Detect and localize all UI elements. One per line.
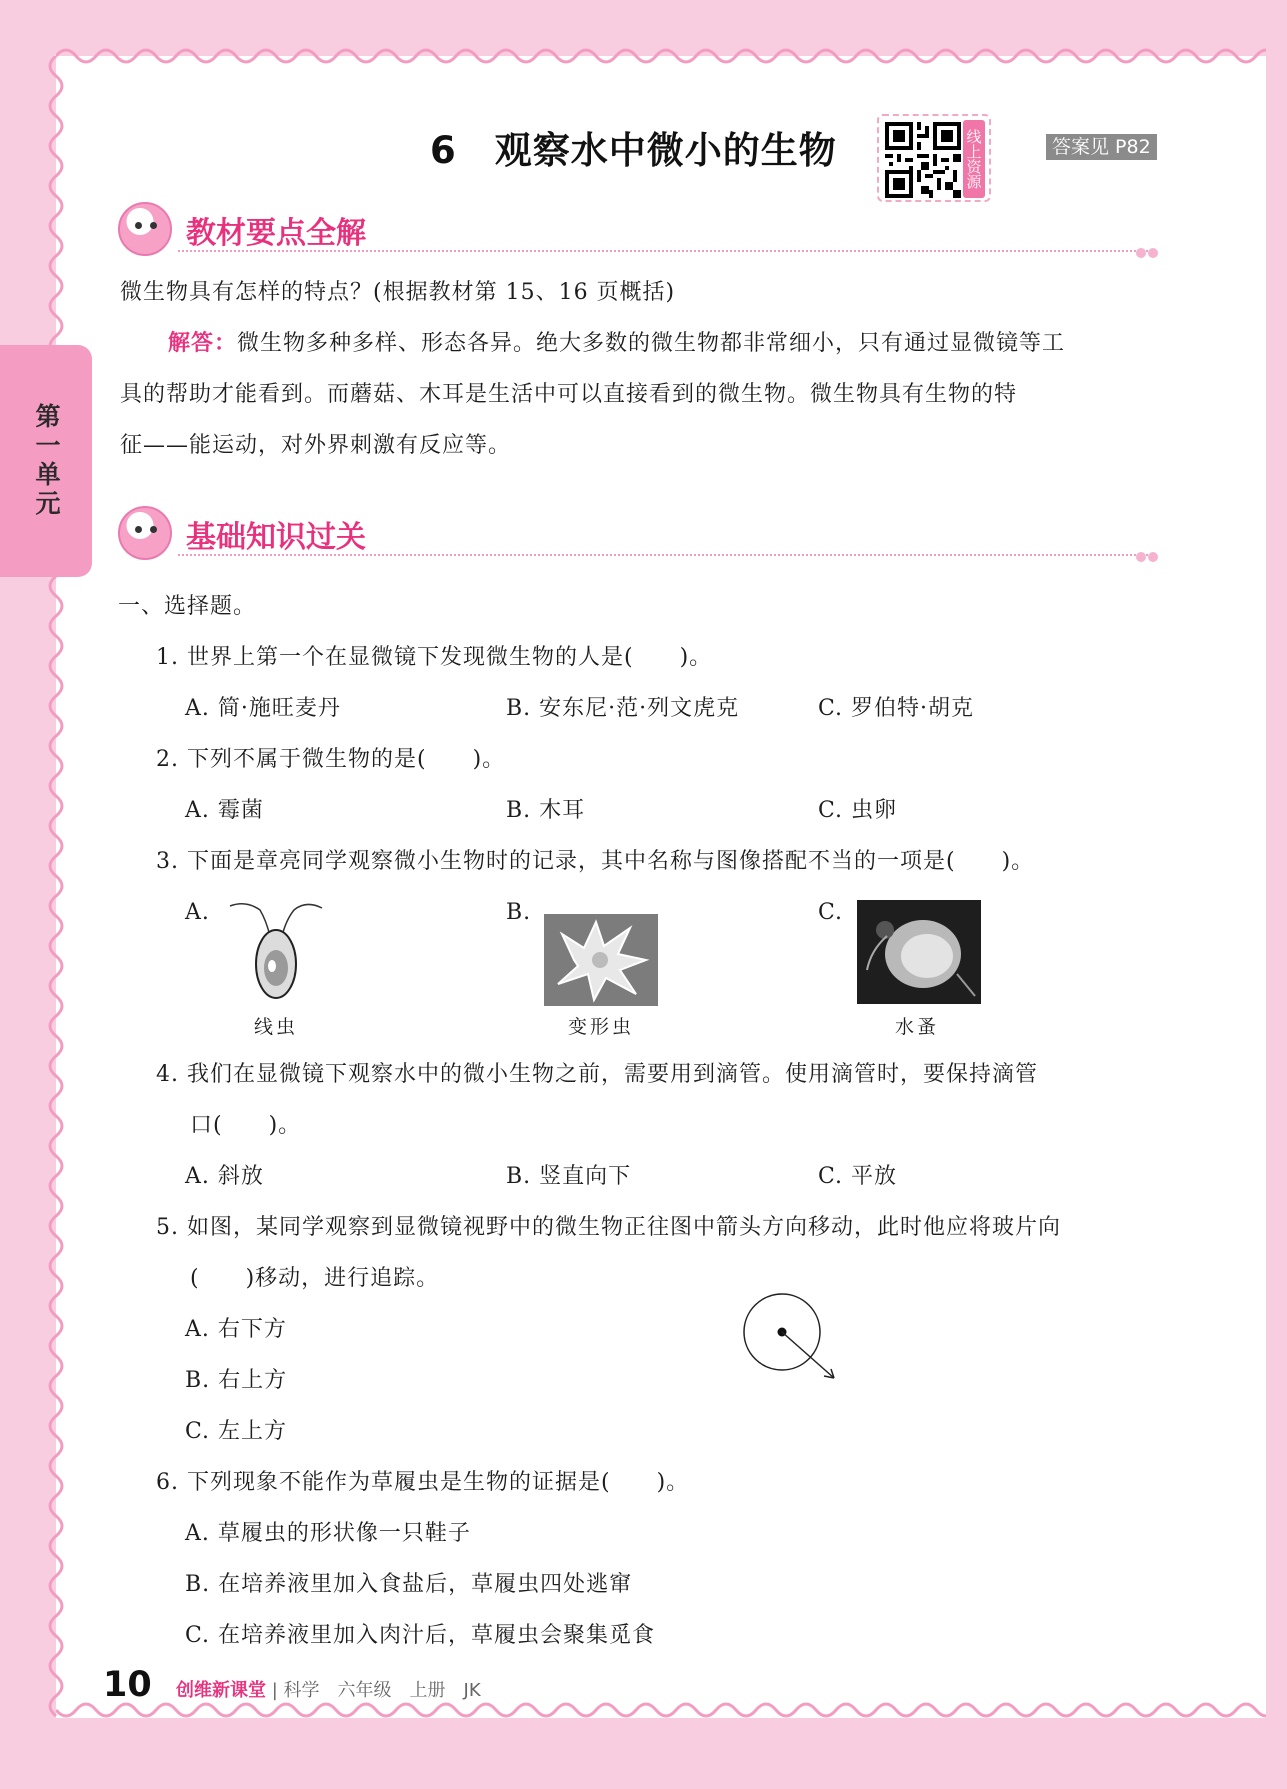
caption-nematode: 线虫 bbox=[254, 1016, 299, 1038]
question-5-option-a[interactable]: A. 右下方 bbox=[185, 1317, 287, 1342]
footer-separator: | bbox=[271, 1680, 278, 1701]
dotted-divider bbox=[178, 554, 1148, 556]
question-3-option-c[interactable]: C. bbox=[818, 900, 844, 925]
page-number: 10 bbox=[103, 1665, 152, 1705]
question-6-stem: 6. 下列现象不能作为草履虫是生物的证据是( )。 bbox=[156, 1470, 690, 1495]
lesson-title: 6 观察水中微小的生物 bbox=[430, 129, 837, 172]
question-2-option-a[interactable]: A. 霉菌 bbox=[185, 798, 264, 823]
online-resource-qr[interactable] bbox=[877, 114, 991, 202]
wavy-border-bottom bbox=[56, 1700, 1266, 1722]
caption-amoeba: 变形虫 bbox=[568, 1016, 635, 1038]
qr-code-icon bbox=[885, 122, 961, 198]
key-point-question: 微生物具有怎样的特点？(根据教材第 15、16 页概括) bbox=[120, 280, 676, 305]
answer-line-2: 具的帮助才能看到。而蘑菇、木耳是生活中可以直接看到的微生物。微生物具有生物的特 bbox=[120, 382, 1018, 407]
mascot-icon bbox=[118, 506, 172, 560]
amoeba-image bbox=[544, 914, 658, 1006]
question-1-option-c[interactable]: C. 罗伯特·胡克 bbox=[818, 696, 975, 721]
question-4-option-a[interactable]: A. 斜放 bbox=[185, 1164, 264, 1189]
question-3-stem: 3. 下面是章亮同学观察微小生物时的记录，其中名称与图像搭配不当的一项是( )。 bbox=[156, 849, 1035, 874]
decor-dots-icon bbox=[1134, 243, 1158, 262]
mascot-icon bbox=[118, 202, 172, 256]
question-5-option-b[interactable]: B. 右上方 bbox=[185, 1368, 288, 1393]
question-1-stem: 1. 世界上第一个在显微镜下发现微生物的人是( )。 bbox=[156, 645, 713, 670]
decor-dots-icon bbox=[1134, 547, 1158, 566]
footer-course-info: 科学 六年级 上册 JK bbox=[283, 1680, 481, 1701]
section-title: 基础知识过关 bbox=[186, 520, 366, 555]
section-title: 教材要点全解 bbox=[186, 216, 366, 251]
question-2-option-b[interactable]: B. 木耳 bbox=[506, 798, 586, 823]
question-3-option-b[interactable]: B. bbox=[506, 900, 532, 925]
question-6-option-c[interactable]: C. 在培养液里加入肉汁后，草履虫会聚集觅食 bbox=[185, 1623, 656, 1648]
microscope-field-diagram bbox=[740, 1292, 840, 1384]
qr-label: 线上资源 bbox=[963, 120, 985, 198]
question-1-option-a[interactable]: A. 简·施旺麦丹 bbox=[185, 696, 341, 721]
question-4-option-b[interactable]: B. 竖直向下 bbox=[506, 1164, 632, 1189]
question-5-option-c[interactable]: C. 左上方 bbox=[185, 1419, 288, 1444]
question-2-stem: 2. 下列不属于微生物的是( )。 bbox=[156, 747, 506, 772]
question-6-option-a[interactable]: A. 草履虫的形状像一只鞋子 bbox=[185, 1521, 471, 1546]
unit-side-tab bbox=[0, 345, 92, 577]
answer-line-3: 征——能运动，对外界刺激有反应等。 bbox=[120, 433, 512, 458]
question-4-option-c[interactable]: C. 平放 bbox=[818, 1164, 898, 1189]
dotted-divider bbox=[178, 250, 1148, 252]
wavy-border-left bbox=[44, 56, 66, 1718]
question-3-option-a[interactable]: A. bbox=[185, 900, 210, 925]
question-4-stem-line-1: 4. 我们在显微镜下观察水中的微小生物之前，需要用到滴管。使用滴管时，要保持滴管 bbox=[156, 1062, 1038, 1087]
footer-brand: 创维新课堂 bbox=[176, 1680, 266, 1701]
question-5-stem-line-1: 5. 如图，某同学观察到显微镜视野中的微生物正往图中箭头方向移动，此时他应将玻片向 bbox=[156, 1215, 1061, 1240]
question-1-option-b[interactable]: B. 安东尼·范·列文虎克 bbox=[506, 696, 740, 721]
question-6-option-b[interactable]: B. 在培养液里加入食盐后，草履虫四处逃窜 bbox=[185, 1572, 633, 1597]
wavy-border-top bbox=[56, 44, 1266, 66]
part-title: 一、选择题。 bbox=[118, 594, 257, 619]
unit-label: 第一单元 bbox=[32, 403, 61, 519]
section-heading-textbook-key-points bbox=[118, 200, 1158, 260]
footer-info bbox=[176, 1676, 481, 1702]
caption-water-flea: 水蚤 bbox=[895, 1016, 940, 1038]
question-2-option-c[interactable]: C. 虫卵 bbox=[818, 798, 898, 823]
answer-label: 解答： bbox=[168, 331, 238, 356]
answer-line-1: 解答：微生物多种多样、形态各异。绝大多数的微生物都非常细小，只有通过显微镜等工 bbox=[168, 331, 1066, 356]
question-5-stem-line-2: ( )移动，进行追踪。 bbox=[190, 1266, 440, 1291]
water-flea-image bbox=[857, 900, 981, 1004]
question-4-stem-line-2: 口( )。 bbox=[190, 1113, 302, 1138]
answer-reference-badge: 答案见 P82 bbox=[1046, 134, 1157, 160]
section-heading-basic-knowledge bbox=[118, 504, 1158, 564]
nematode-image bbox=[226, 896, 326, 1004]
